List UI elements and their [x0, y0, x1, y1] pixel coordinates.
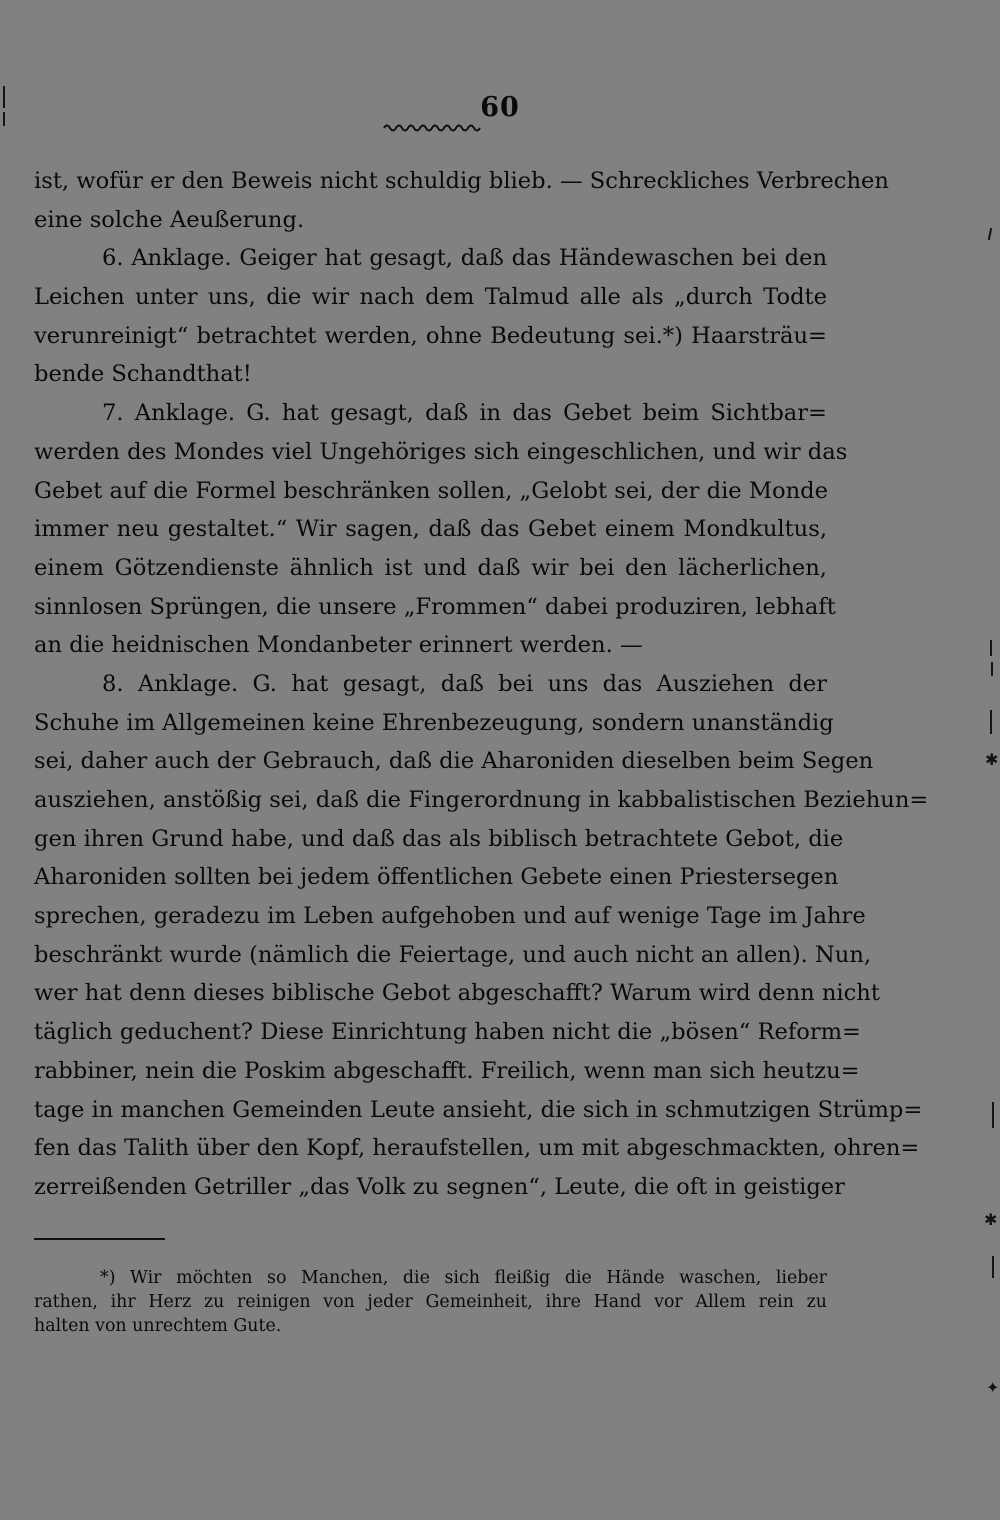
scan-artifact — [990, 710, 992, 734]
text-line: Gebet auf die Formel beschränken sollen, „Gelobt sei, der die Monde — [34, 477, 828, 504]
scan-artifact — [3, 112, 5, 126]
scan-artifact: ✱ — [984, 1210, 998, 1229]
text-line: zerreißenden Getriller „das Volk zu segnen“, Leute, die oft in geistiger — [34, 1173, 845, 1200]
text-line: 8. Anklage. G. hat gesagt, daß bei uns das Ausziehen der — [102, 670, 827, 697]
text-line: ist, wofür er den Beweis nicht schuldig blieb. — Schreckliches Verbrechen — [34, 168, 889, 194]
text-line: immer neu gestaltet.“ Wir sagen, daß das Gebet einem Mondkultus, — [34, 516, 827, 543]
scan-artifact — [3, 86, 5, 108]
scan-artifact — [991, 662, 993, 676]
text-line: täglich geduchent? Diese Einrichtung haben nicht die „bösen“ Reform= — [34, 1019, 861, 1046]
text-line: rabbiner, nein die Poskim abgeschafft. Freilich, wenn man sich heutzu= — [34, 1057, 860, 1084]
text-line: an die heidnischen Mondanbeter erinnert werden. — — [34, 632, 643, 659]
body-text — [34, 162, 929, 1207]
footnote-divider — [34, 1238, 165, 1240]
scan-artifact — [992, 1256, 994, 1278]
text-line: tage in manchen Gemeinden Leute ansieht, die sich in schmutzigen Strümp= — [34, 1096, 923, 1123]
text-line: Aharoniden sollten bei jedem öffentlichen Gebete einen Priestersegen — [34, 864, 839, 891]
footnote-line: rathen, ihr Herz zu reinigen von jeder Gemeinheit, ihre Hand vor Allem rein zu — [34, 1292, 827, 1312]
scan-artifact: ✦ — [986, 1378, 1000, 1397]
text-line: wer hat denn dieses biblische Gebot abgeschafft? Warum wird denn nicht — [34, 980, 880, 1007]
footnote — [34, 1266, 827, 1338]
page-number: 60 — [480, 92, 520, 123]
scan-artifact — [992, 1102, 994, 1128]
text-line: bende Schandthat! — [34, 361, 252, 388]
text-line: Leichen unter uns, die wir nach dem Talmud alle als „durch Todte — [34, 284, 827, 311]
text-line: gen ihren Grund habe, und daß das als biblisch betrachtete Gebot, die — [34, 825, 844, 852]
wavy-ornament-icon — [384, 122, 484, 132]
text-line: werden des Mondes viel Ungehöriges sich eingeschlichen, und wir das — [34, 438, 848, 465]
text-line: Schuhe im Allgemeinen keine Ehrenbezeugung, sondern unanständig — [34, 709, 834, 736]
text-line: 6. Anklage. Geiger hat gesagt, daß das Händewaschen bei den — [102, 245, 827, 272]
text-line: eine solche Aeußerung. — [34, 206, 305, 233]
text-line: fen das Talith über den Kopf, heraufstellen, um mit abgeschmackten, ohren= — [34, 1135, 920, 1162]
scan-artifact — [990, 640, 992, 656]
footnote-line: halten von unrechtem Gute. — [34, 1316, 282, 1336]
footnote-line: *) Wir möchten so Manchen, die sich fleißig die Hände waschen, lieber — [100, 1268, 827, 1288]
text-line: 7. Anklage. G. hat gesagt, daß in das Gebet beim Sichtbar= — [102, 400, 827, 427]
scan-artifact — [988, 228, 992, 240]
text-line: einem Götzendienste ähnlich ist und daß wir bei den lächerlichen, — [34, 554, 827, 581]
scan-artifact: ✱ — [985, 750, 999, 769]
text-line: sei, daher auch der Gebrauch, daß die Aharoniden dieselben beim Segen — [34, 748, 874, 775]
text-line: sprechen, geradezu im Leben aufgehoben und auf wenige Tage im Jahre — [34, 903, 866, 930]
text-line: sinnlosen Sprüngen, die unsere „Frommen“ dabei produziren, lebhaft — [34, 593, 836, 620]
text-line: verunreinigt“ betrachtet werden, ohne Bedeutung sei.*) Haarsträu= — [34, 322, 827, 349]
text-line: beschränkt wurde (nämlich die Feiertage, und auch nicht an allen). Nun, — [34, 941, 872, 968]
text-line: ausziehen, anstößig sei, daß die Fingerordnung in kabbalistischen Beziehun= — [34, 787, 929, 813]
